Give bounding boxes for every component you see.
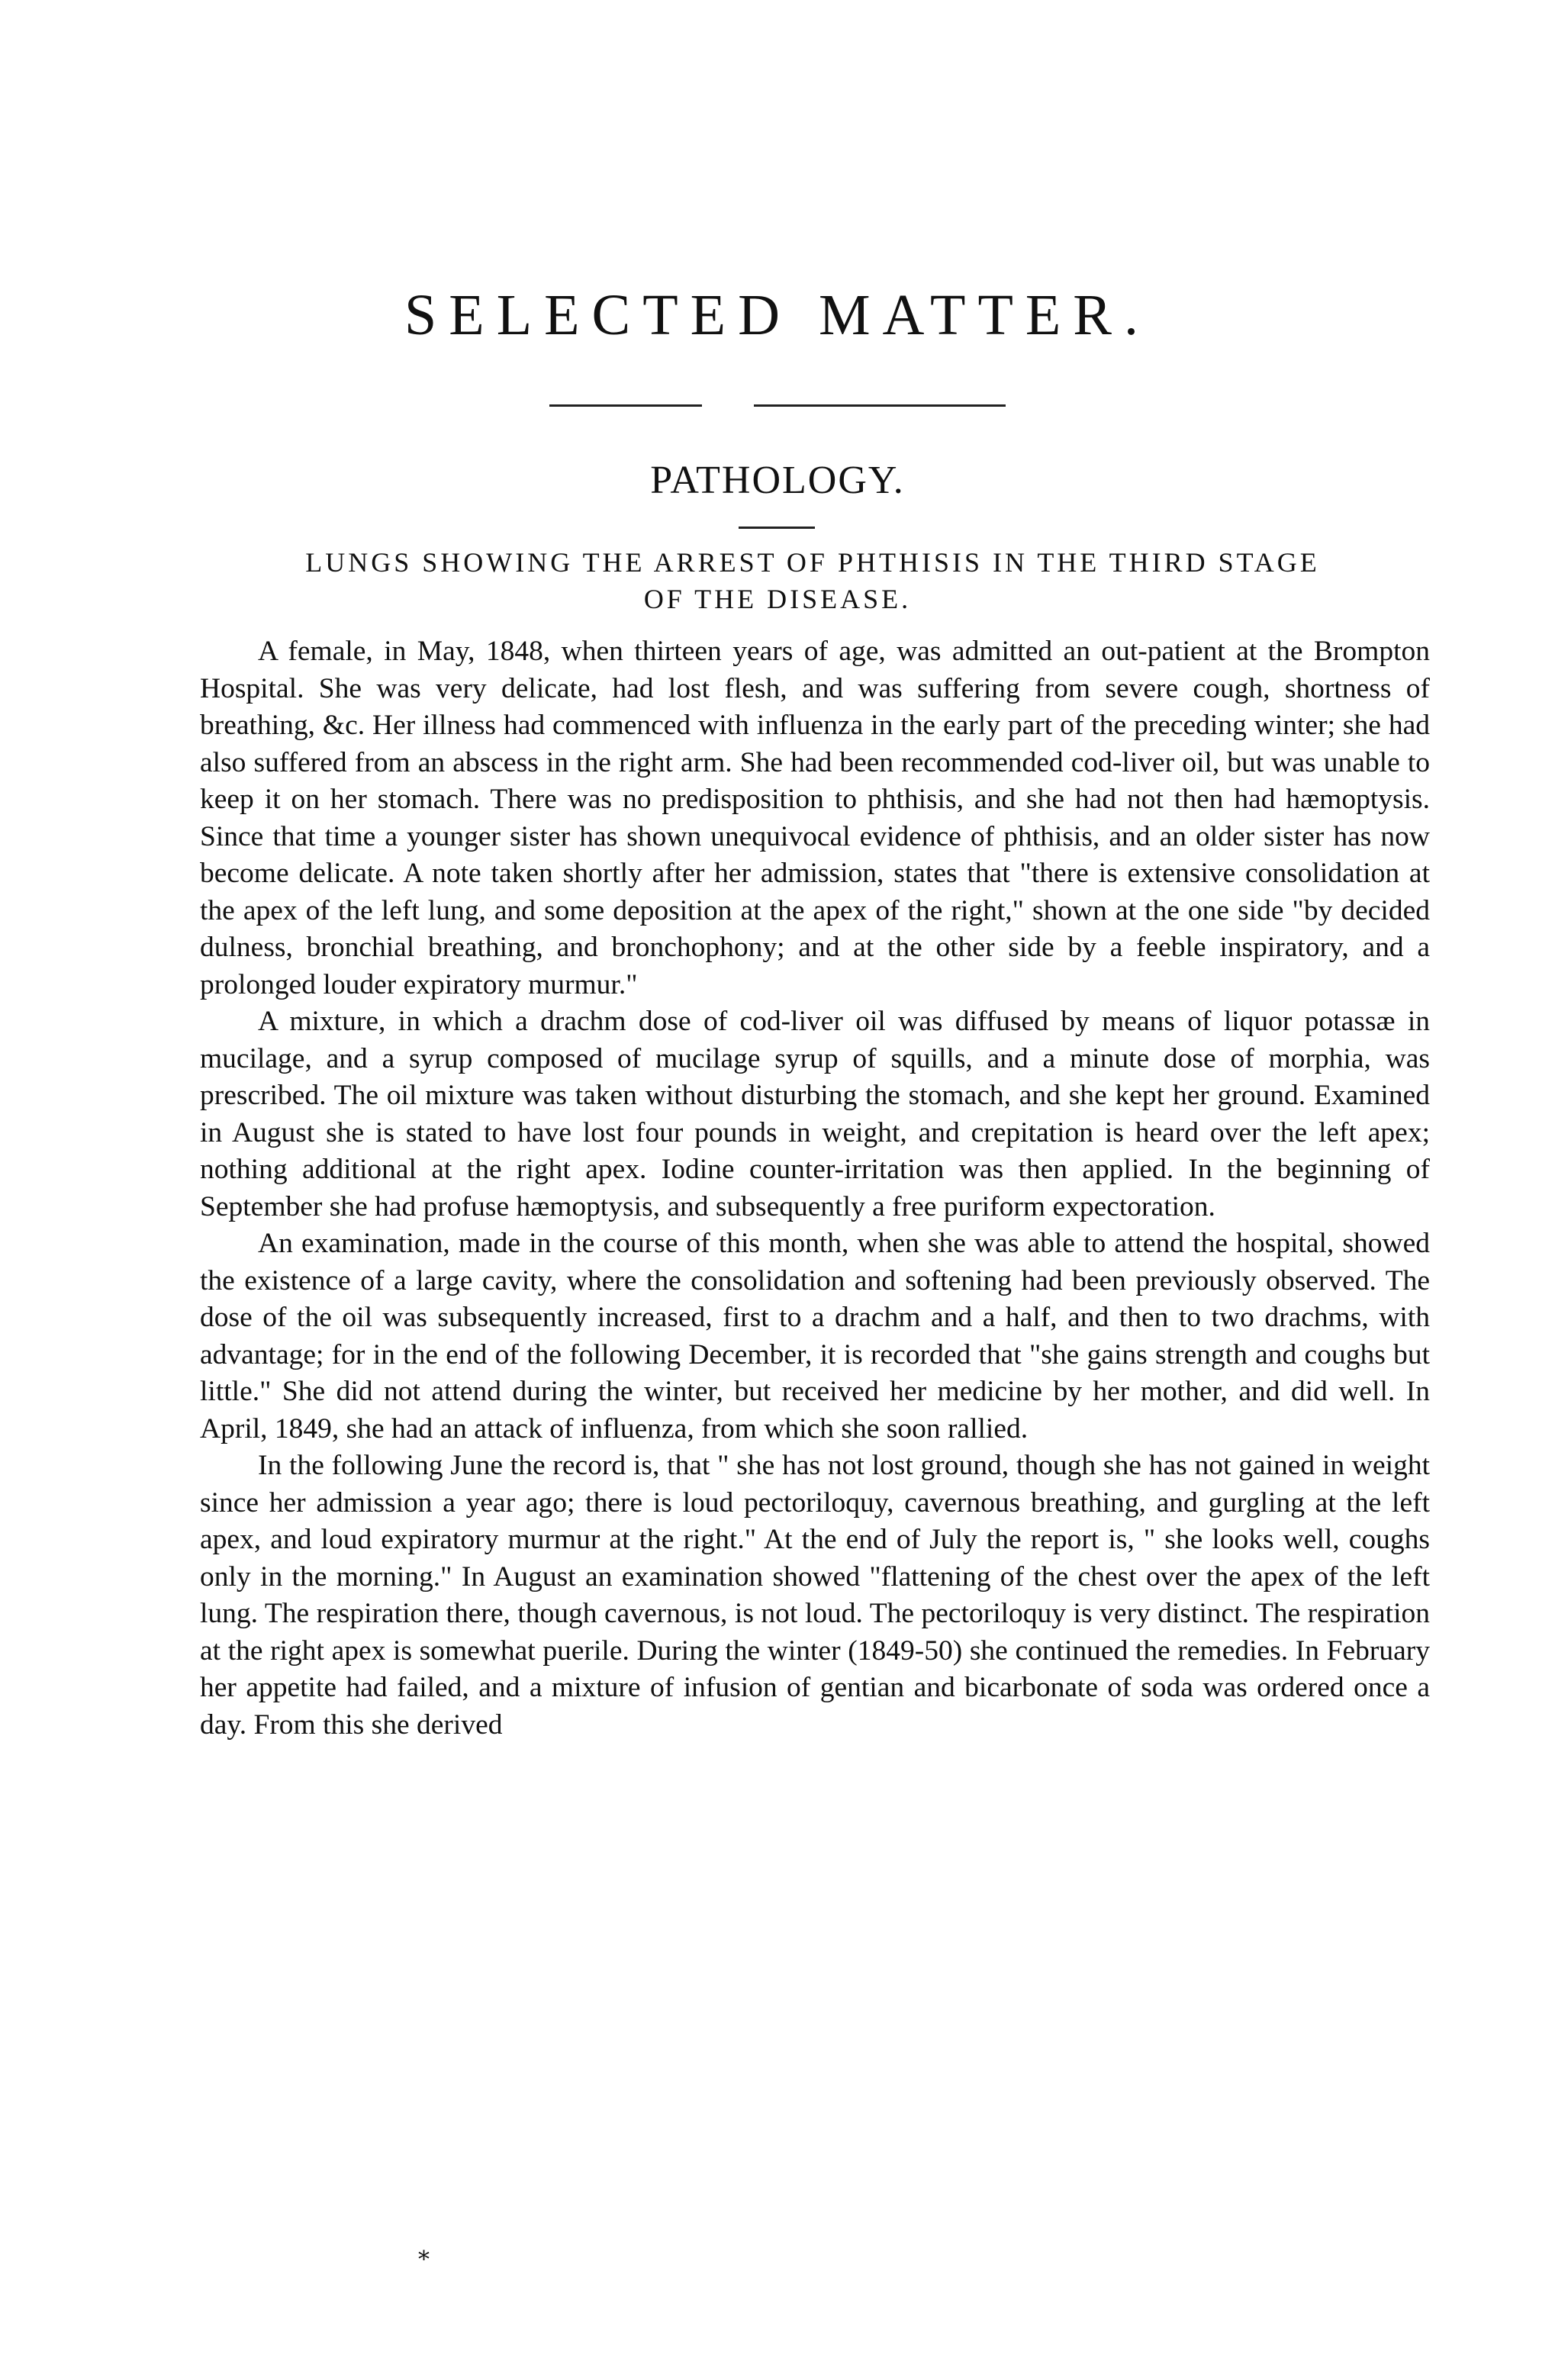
page-mark: * — [418, 2246, 430, 2273]
decorative-rule-short — [739, 527, 815, 529]
paragraph: A mixture, in which a drachm dose of cod-liver oil was diffused by means of liquor potassæ in mucilage, and a syrup composed of mucilage syrup of squills, and a minute dose of morphia, was prescribed. The oil mixture was taken without disturbing the stomach, and she kept her ground. Examined in August she is stated to have lost four pounds in weight, and crepitation is heard over the left apex; nothing additional at the right apex. Iodine counter-irritation was then applied. In the beginning of September she had profuse hæmoptysis, and subsequently a free puriform expectoration. — [200, 1006, 1430, 1222]
decorative-rule-left — [549, 404, 702, 407]
decorative-rule-right — [754, 404, 1006, 407]
subsection-title: PATHOLOGY. — [650, 459, 905, 502]
article-title-line2: OF THE DISEASE. — [643, 584, 912, 614]
paragraph: An examination, made in the course of this month, when she was able to attend the hospital, showed the existence of a large cavity, where the consolidation and softening had been previously observed. The dose of the oil was subsequently increased, first to a drachm and a half, and then to two drachms, with advantage; for in the end of the following December, it is recorded that "she gains strength and coughs but little." She did not attend during the winter, but received her medicine by her mother, and did well. In April, 1849, she had an attack of influenza, from which she soon rallied. — [200, 1228, 1430, 1444]
article-title-line1: LUNGS SHOWING THE ARREST OF PHTHISIS IN THE THIRD STAGE — [305, 547, 1320, 578]
section-title: SELECTED MATTER. — [404, 283, 1151, 347]
paragraph: In the following June the record is, that " she has not lost ground, though she has not gained in weight since her admission a year ago; there is loud pectoriloquy, cavernous breathing, and gurgling at the left apex, and loud expiratory murmur at the right." At the end of July the report is, " she looks well, coughs only in the morning." In August an examination showed "flattening of the chest over the apex of the left lung. The respiration there, though cavernous, is not loud. The pectoriloquy is very distinct. The respiration at the right apex is somewhat puerile. During the winter (1849-50) she continued the remedies. In February her appetite had failed, and a mixture of infusion of gentian and bicarbonate of soda was ordered once a day. From this she derived — [200, 1450, 1430, 1741]
article-body — [200, 633, 1430, 1744]
paragraph: A female, in May, 1848, when thirteen years of age, was admitted an out-patient at the Brompton Hospital. She was very delicate, had lost flesh, and was suffering from severe cough, shortness of breathing, &c. Her illness had commenced with influenza in the early part of the preceding winter; she had also suffered from an abscess in the right arm. She had been recommended cod-liver oil, but was unable to keep it on her stomach. There was no predisposition to phthisis, and she had not then had hæmoptysis. Since that time a younger sister has shown unequivocal evidence of phthisis, and an older sister has now become delicate. A note taken shortly after her admission, states that "there is extensive consolidation at the apex of the left lung, and some deposition at the apex of the right," shown at the one side "by decided dulness, bronchial breathing, and bronchophony; and at the other side by a feeble inspiratory, and a prolonged louder expiratory murmur." — [200, 636, 1430, 1000]
